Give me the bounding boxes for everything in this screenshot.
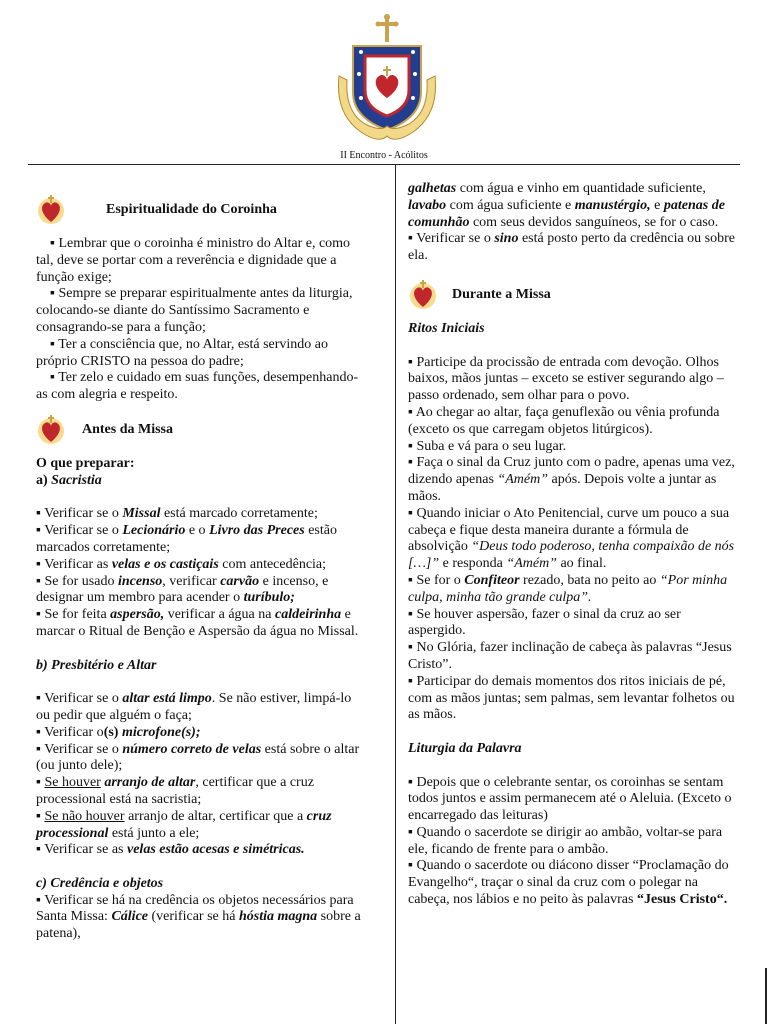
section-title: Durante a Missa	[452, 286, 551, 302]
section-title: Espiritualidade do Coroinha	[106, 201, 277, 217]
list-item: ▪ Se não houver arranjo de altar, certificar que a cruz processional está junto a ele;	[36, 808, 332, 841]
list-item: ▪ Se for feita aspersão, verificar a água na caldeirinha e marcar o Ritual de Benção e Aspersão da água no Missal.	[36, 607, 359, 639]
list-item: ▪ Ao chegar ao altar, faça genuflexão ou vênia profunda (exceto os que carregam objetos litúrgicos).	[408, 404, 720, 437]
list-item: ▪ No Glória, fazer inclinação de cabeça às palavras “Jesus Cristo”.	[408, 640, 732, 672]
list-item: ▪ Sempre se preparar espiritualmente antes da liturgia, colocando-se diante do Santíssimo Sacramento e consagrando-se para a função;	[36, 286, 353, 335]
list-item: ▪ Participar do demais momentos dos ritos iniciais de pé, com as mãos juntas; sem palmas, sem levantar folhetos ou as mãos.	[408, 673, 735, 723]
sacred-heart-icon	[36, 193, 66, 227]
list-item: ▪ Verificar as velas e os castiçais com antecedência;	[36, 556, 327, 572]
list-item: ▪ Quando iniciar o Ato Penitencial, curve um pouco a sua cabeça e fique desta maneira durante a fórmula de absolvição “Deus todo poderoso, tenha compaixão de nós […]” e responda “Amém” ao final.	[408, 505, 735, 572]
list-item: ▪ Quando o sacerdote ou diácono disser “Proclamação do Evangelho“, traçar o sinal da cruz com o polegar na cabeça, nos lábios e no peito às palavras “Jesus Cristo“.	[408, 858, 729, 908]
list-item: ▪ Faça o sinal da Cruz junto com o padre, apenas uma vez, dizendo apenas “Amém” após. Depois volte a juntar as mãos.	[408, 455, 735, 504]
list-item: ▪ Verificar se o número correto de velas está sobre o altar (ou junto dele);	[36, 741, 360, 774]
page-edge-line	[765, 968, 767, 1024]
list-item: ▪ Verificar se o Missal está marcado corretamente;	[36, 506, 318, 522]
section-before-mass-header	[36, 408, 364, 452]
section-during-mass-header	[408, 273, 738, 317]
list-item: ▪ Verificar o(s) microfone(s);	[36, 724, 201, 740]
list-item: ▪ Verificar se há na credência os objetos necessários para Santa Missa: Cálice (verificar se há hóstia magna sobre a patena),	[36, 892, 361, 942]
subsection-c-title: c) Credência e objetos	[36, 875, 164, 891]
section-title: Antes da Missa	[82, 421, 174, 437]
list-item: ▪ Ter a consciência que, no Altar, está servindo ao próprio CRISTO na pessoa do padre;	[36, 336, 329, 369]
sacred-heart-icon	[408, 278, 438, 312]
section-spirituality-header	[36, 188, 364, 232]
header-rule	[28, 164, 740, 165]
sacred-heart-icon	[36, 413, 66, 447]
list-item: ▪ Suba e vá para o seu lugar.	[408, 438, 567, 454]
list-item: ▪ Quando o sacerdote se dirigir ao ambão, voltar-se para ele, ficando de frente para o ambão.	[408, 824, 723, 857]
list-item: ▪ Se houver aspersão, fazer o sinal da cruz ao ser aspergido.	[408, 606, 681, 639]
list-item-continuation: galhetas com água e vinho em quantidade suficiente, lavabo com água suficiente e manustérgio, e patenas de comunhão com seus devidos sanguíneos, se for o caso.	[408, 181, 725, 230]
list-item: ▪ Verificar se as velas estão acesas e simétricas.	[36, 842, 305, 858]
list-item: ▪ Depois que o celebrante sentar, os coroinhas se sentam todos juntos e assim permanecem até o Aleluia. (Exceto o encarregado das leituras)	[408, 774, 732, 824]
parish-crest	[331, 14, 443, 154]
subsection-ritos-title: Ritos Iniciais	[408, 320, 485, 336]
prep-title: O que preparar:	[36, 455, 135, 471]
list-item: ▪ Se for usado incenso, verificar carvão e incenso, e designar um membro para acender o turíbulo;	[36, 573, 329, 606]
list-item: ▪ Ter zelo e cuidado em suas funções, desempenhando-as com alegria e respeito.	[36, 370, 359, 403]
list-item: ▪ Participe da procissão de entrada com devoção. Olhos baixos, mãos juntas – exceto se estiver segurando algo – passo ordenado, sem olhar para o povo.	[408, 354, 724, 404]
subsection-a-title: a) Sacristia	[36, 472, 102, 488]
subsection-b-title: b) Presbitério e Altar	[36, 657, 157, 673]
document-subtitle: II Encontro - Acólitos	[340, 150, 428, 161]
list-item: ▪ Lembrar que o coroinha é ministro do Altar e, como tal, deve se portar com a reverência e dignidade que a função exige;	[36, 236, 351, 285]
list-item: ▪ Verificar se o sino está posto perto da credência ou sobre ela.	[408, 231, 735, 264]
list-item: ▪ Verificar se o Lecionário e o Livro das Preces estão marcados corretamente;	[36, 523, 337, 555]
list-item: ▪ Se houver arranjo de altar, certificar que a cruz processional está na sacristia;	[36, 775, 314, 807]
list-item: ▪ Verificar se o altar está limpo. Se não estiver, limpá-lo ou pedir que alguém o faça;	[36, 691, 352, 723]
list-item: ▪ Se for o Confiteor rezado, bata no peito ao “Por minha culpa, minha tão grande culpa”.	[408, 572, 728, 605]
column-divider	[395, 164, 396, 1024]
right-column	[408, 181, 738, 909]
subsection-liturgia-title: Liturgia da Palavra	[408, 740, 522, 756]
left-column	[36, 188, 364, 943]
